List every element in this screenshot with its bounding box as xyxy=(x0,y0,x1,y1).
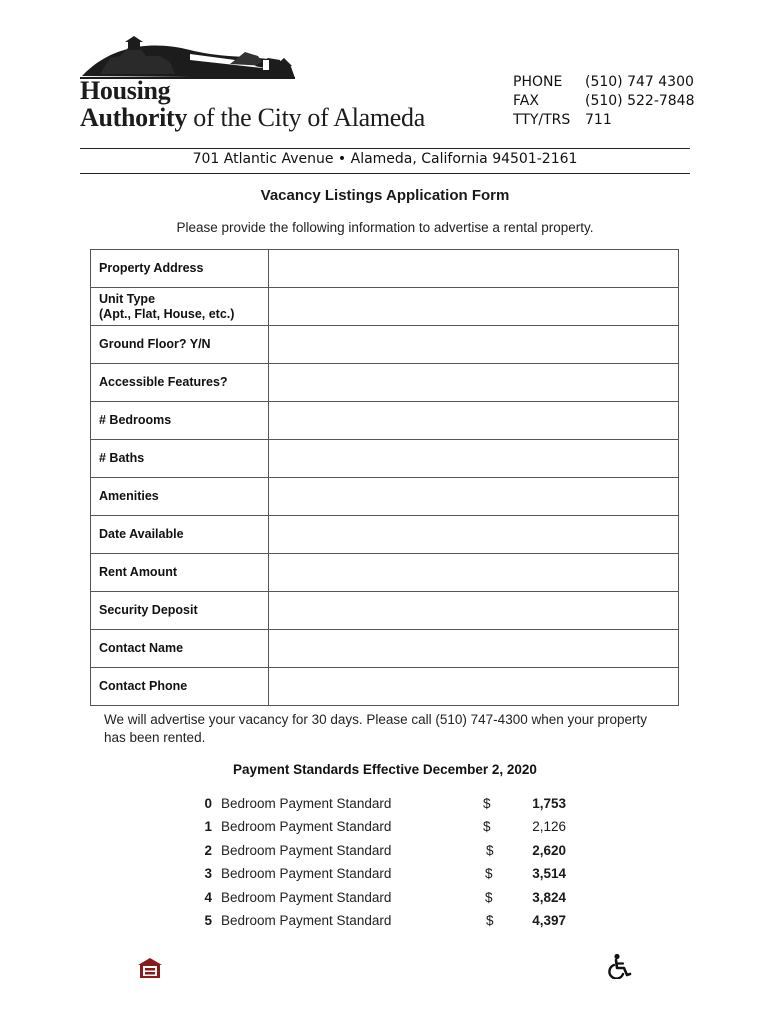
bedroom-count: 3 xyxy=(204,866,212,881)
date-available-field[interactable] xyxy=(268,516,678,554)
payment-standard-row xyxy=(0,913,770,933)
payment-standard-row xyxy=(0,866,770,886)
bedroom-count: 1 xyxy=(204,819,212,834)
ground-floor-field[interactable] xyxy=(268,326,678,364)
field-label: Unit Type (Apt., Flat, House, etc.) xyxy=(99,291,235,321)
contact-label: TTY/TRS xyxy=(513,112,571,128)
payment-amount: 1,753 xyxy=(532,796,566,811)
contact-name-field[interactable] xyxy=(268,630,678,668)
bedroom-count: 2 xyxy=(204,843,212,858)
payment-amount: 2,126 xyxy=(532,819,566,834)
field-label: Security Deposit xyxy=(91,592,269,630)
office-address: 701 Atlantic Avenue • Alameda, California 94501-2161 xyxy=(192,151,578,167)
amenities-field[interactable] xyxy=(268,478,678,516)
rent-amount-field[interactable] xyxy=(268,554,678,592)
organization-name-line1: Housing xyxy=(80,76,171,105)
field-label: Ground Floor? Y/N xyxy=(91,326,269,364)
field-label: Contact Name xyxy=(91,630,269,668)
payment-standard-label: Bedroom Payment Standard xyxy=(221,890,392,905)
equal-housing-icon xyxy=(137,957,163,979)
contact-value: (510) 747 4300 xyxy=(585,74,694,90)
form-row-baths xyxy=(91,440,679,478)
payment-standard-label: Bedroom Payment Standard xyxy=(221,796,392,811)
form-row-contact-phone xyxy=(91,668,679,706)
field-label: Property Address xyxy=(91,250,269,288)
field-label: Date Available xyxy=(91,516,269,554)
payment-standard-label: Bedroom Payment Standard xyxy=(221,866,392,881)
form-row-ground-floor xyxy=(91,326,679,364)
unit-type-field[interactable] xyxy=(268,288,678,326)
accessible-features-field[interactable] xyxy=(268,364,678,402)
payment-standard-label: Bedroom Payment Standard xyxy=(221,913,392,928)
bedroom-count: 4 xyxy=(204,890,212,905)
form-row-security-deposit xyxy=(91,592,679,630)
bedroom-count: 0 xyxy=(204,796,212,811)
field-label: # Bedrooms xyxy=(91,402,269,440)
advertising-notice: We will advertise your vacancy for 30 days. Please call (510) 747-4300 when your property has been rented. xyxy=(104,712,648,745)
currency-symbol: $ xyxy=(483,819,491,834)
field-label: # Baths xyxy=(91,440,269,478)
header-top-rule xyxy=(80,148,690,149)
form-row-date-available xyxy=(91,516,679,554)
header-bottom-rule xyxy=(80,173,690,174)
vacancy-form-table xyxy=(90,249,679,706)
field-label: Rent Amount xyxy=(91,554,269,592)
contact-phone xyxy=(513,74,694,90)
contact-fax xyxy=(513,93,695,109)
form-row-property-address xyxy=(91,250,679,288)
currency-symbol: $ xyxy=(486,843,494,858)
payment-standard-label: Bedroom Payment Standard xyxy=(221,843,392,858)
baths-field[interactable] xyxy=(268,440,678,478)
field-label: Accessible Features? xyxy=(91,364,269,402)
organization-name-rest: of the City of Alameda xyxy=(187,103,425,132)
contact-value: 711 xyxy=(585,112,612,128)
form-row-bedrooms xyxy=(91,402,679,440)
form-row-contact-name xyxy=(91,630,679,668)
currency-symbol: $ xyxy=(485,866,493,881)
payment-standards-title: Payment Standards Effective December 2, 2020 xyxy=(233,762,537,777)
payment-standard-row xyxy=(0,819,770,839)
form-row-accessible-features xyxy=(91,364,679,402)
security-deposit-field[interactable] xyxy=(268,592,678,630)
property-address-field[interactable] xyxy=(268,250,678,288)
form-row-rent-amount xyxy=(91,554,679,592)
payment-standard-label: Bedroom Payment Standard xyxy=(221,819,392,834)
contact-value: (510) 522-7848 xyxy=(585,93,695,109)
currency-symbol: $ xyxy=(483,796,491,811)
currency-symbol: $ xyxy=(486,913,494,928)
field-label: Amenities xyxy=(91,478,269,516)
form-row-unit-type xyxy=(91,288,679,326)
payment-amount: 3,824 xyxy=(532,890,566,905)
organization-name-line2 xyxy=(80,103,425,133)
payment-amount: 3,514 xyxy=(532,866,566,881)
field-label-unit-type xyxy=(91,288,269,326)
payment-standard-row xyxy=(0,843,770,863)
contact-tty xyxy=(513,112,612,128)
payment-standard-row xyxy=(0,796,770,816)
form-title: Vacancy Listings Application Form xyxy=(260,187,510,204)
contact-label: PHONE xyxy=(513,74,563,90)
payment-amount: 4,397 xyxy=(532,913,566,928)
contact-label: FAX xyxy=(513,93,539,109)
contact-phone-field[interactable] xyxy=(268,668,678,706)
accessibility-icon xyxy=(608,953,634,979)
payment-amount: 2,620 xyxy=(532,843,566,858)
bedrooms-field[interactable] xyxy=(268,402,678,440)
payment-standard-row xyxy=(0,890,770,910)
form-row-amenities xyxy=(91,478,679,516)
organization-name-bold: Authority xyxy=(80,103,188,132)
form-instructions: Please provide the following information to advertise a rental property. xyxy=(176,220,594,235)
bedroom-count: 5 xyxy=(204,913,212,928)
field-label: Contact Phone xyxy=(91,668,269,706)
currency-symbol: $ xyxy=(485,890,493,905)
